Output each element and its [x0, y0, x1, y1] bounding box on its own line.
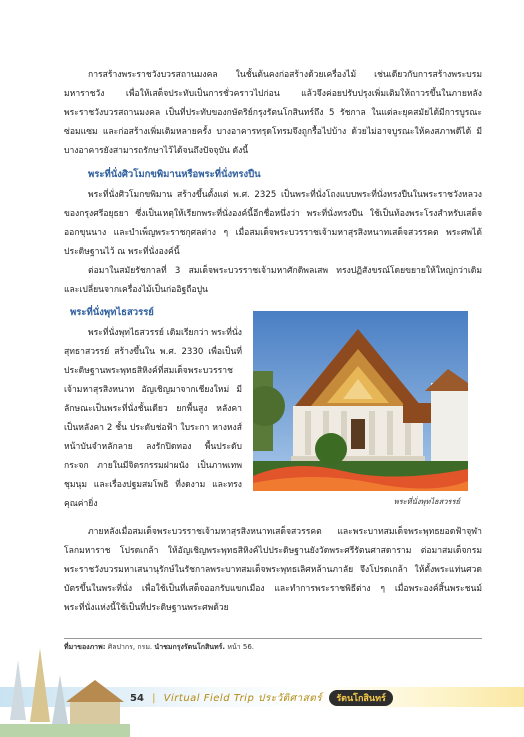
section-heading-phutthaisawan: พระที่นั่งพุทไธสวรรย์: [70, 307, 154, 318]
rattanakosin-logo: รัตนโกสินทร์: [329, 690, 393, 706]
footer-title: Virtual Field Trip ประวัติศาสตร์: [163, 693, 323, 704]
footnote-page: หน้า 56.: [227, 643, 255, 651]
section2-full-paragraph: ภายหลังเมื่อสมเด็จพระบวรราชเจ้ามหาสุรสิงหนาทเสด็จสวรรคต และพระบาทสมเด็จพระพุทธยอดฟ้าจุฬาโลกมหาราช โปรดเกล้า ให้อัญเชิญพระพุทธสิหิงค์ไปประดิษฐานยังวัดพระศรีรัตนศาสดาราม ต่อมาสมเด็จกรมพระราชวังบวรมหาเสนานุรักษ์ในรัชกาลพระบาทสมเด็จพระพุทธเลิศหล้านภาลัย จึงโปรดเกล้า ให้ตั้งพระแท่นศวดบัตรขึ้นในพระที่นั่ง เพื่อใช้เป็นที่เสด็จออกรับแขกเมือง และทำการพระราชพิธีต่าง ๆ เมื่อพระองค์สิ้นพระชนม์ พระที่นั่งแห่งนี้ใช้เป็นที่ประดิษฐานพระศพด้วย: [64, 527, 482, 613]
footnote-book: นำชมกรุงรัตนโกสินทร์.: [154, 643, 226, 651]
footer-separator: |: [152, 693, 156, 704]
section1-paragraph-1: พระที่นั่งศิวโมกขพิมาน สร้างขึ้นตั้งแต่ พ.ศ. 2325 เป็นพระที่นั่งโถงแบบพระที่นั่งทรงปืนในพระราชวังหลวงของกรุงศรีอยุธยา ซึ่งเป็นเหตุให้เรียกพระที่นั่งองค์นี้อีกชื่อหนึ่งว่า พระที่นั่งทรงปืน ใช้เป็นท้องพระโรงสำหรับเสด็จออกขุนนาง และบำเพ็ญพระราชกุศลต่าง ๆ เมื่อสมเด็จพระบวรราชเจ้ามหาสุรสิงหนาทเสด็จสวรรคต พระศพได้ประดิษฐานไว้ ณ พระที่นั่งองค์นี้: [64, 190, 482, 257]
page-number: 54: [130, 693, 144, 704]
intro-paragraph: การสร้างพระราชวังบวรสถานมงคล ในชั้นต้นคงก่อสร้างด้วยเครื่องไม้ เช่นเดียวกับการสร้างพระบรมมหาราชวัง เพื่อให้เสด็จประทับเป็นการชั่วคราวไปก่อน แล้วจึงค่อยปรับปรุงเพิ่มเติมให้ถาวรขึ้นในภายหลัง พระราชวังบวรสถานมงคล เป็นที่ประทับของกษัตริย์กรุงรัตนโกสินทร์ถึง 5 รัชกาล ในแต่ละยุคสมัยได้มีการบูรณะซ่อมแซม และก่อสร้างเพิ่มเติมหลายครั้ง บางอาคารทรุดโทรมจึงถูกรื้อไปบ้าง ด้วยไม่อาจบูรณะให้คงสภาพดีได้ มีบางอาคารยังสามารถรักษาไว้ได้จนถึงปัจจุบัน ดังนี้: [64, 70, 482, 156]
section-heading-siwamokkhaphiman: พระที่นั่งศิวโมกขพิมานหรือพระที่นั่งทรงปืน: [88, 169, 261, 180]
temple-silhouette-decoration: [0, 640, 130, 737]
section2-float-paragraph: พระที่นั่งพุทไธสวรรย์ เดิมเรียกว่า พระที่นั่งสุทธาสวรรย์ สร้างขึ้นใน พ.ศ. 2330 เพื่อเป็นที่ประดิษฐานพระพุทธสิหิงค์ที่สมเด็จพระบวรราชเจ้ามหาสุรสิงหนาท อัญเชิญมาจากเชียงใหม่ มีลักษณะเป็นพระที่นั่งชั้นเดียว ยกพื้นสูง หลังคาเป็นหลังคา 2 ชั้น ประดับช่อฟ้า ใบระกา หางหงส์ หน้าบันจำหลักลาย ลงรักปิดทอง พื้นประดับกระจก ภายในมีจิตรกรรมฝาผนัง เป็นภาพเทพชุมนุม และเรื่องปฐมสมโพธิ ที่งดงาม และทรงคุณค่ายิ่ง: [64, 328, 242, 509]
footnote-text: ศิลปากร, กรม.: [107, 643, 153, 651]
page-footer: [130, 690, 430, 706]
section1-paragraph-2: ต่อมาในสมัยรัชกาลที่ 3 สมเด็จพระบวรราชเจ้ามหาศักดิพลเสพ ทรงปฏิสังขรณ์โดยขยายให้ใหญ่กว่าเดิม และเปลี่ยนจากเครื่องไม้เป็นก่ออิฐถือปูน: [64, 266, 482, 295]
footnote-label: ที่มาของภาพ:: [64, 643, 106, 651]
temple-photo-illustration: [253, 311, 468, 491]
temple-photo: [253, 311, 468, 491]
footnote-divider: [64, 638, 482, 639]
photo-caption: พระที่นั่งพุทไธสวรรย์: [393, 497, 460, 506]
